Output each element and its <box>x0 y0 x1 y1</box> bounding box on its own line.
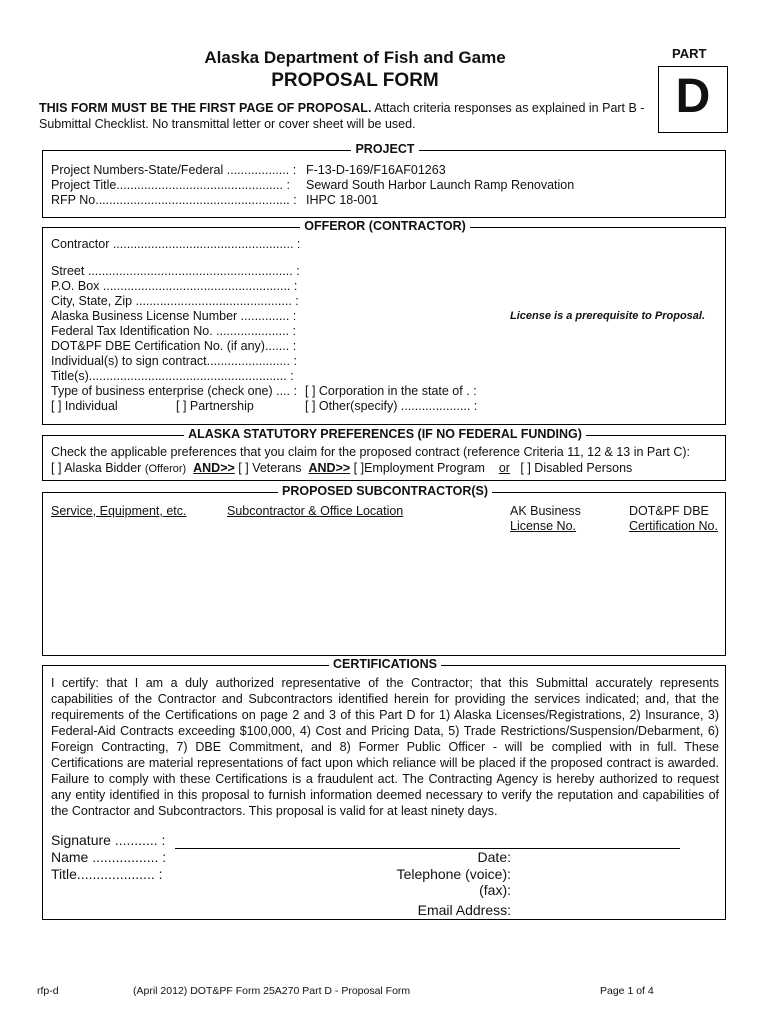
certification-statement: I certify: that I am a duly authorized representative of the Contractor; that this Submittal accurately represents capabilities of the Contractor and Subcontractors identified herein for providing the services indicated; and, that the requirements of the Certifications on page 2 and 3 of this Part D for 1) Alaska Licenses/Registrations, 2) Insurance, 3) Federal-Aid Contracts exceeding $100,000, 4) Cost and Pricing Data, 5) Trade Restrictions/Suspension/Debarment, 6) Foreign Contracting, 7) DBE Commitment, and 8) Former Public Officer - will be complied with in full. These Certifications are material representations of fact upon which reliance will be placed if the proposed contract is awarded. Failure to comply with these Certifications is a fraudulent act. The Contracting Agency is hereby authorized to request any entity identified in this proposal to furnish information deemed necessary to verify the reputation and capabilities of the Contractor and Subcontractors. This proposal is valid for at least ninety days. <box>51 676 719 818</box>
contractor-field[interactable]: Contractor .................................................... : <box>51 237 301 251</box>
project-title <box>0 142 770 156</box>
offeror-section-heading: OFFEROR (CONTRACTOR) <box>300 219 470 233</box>
other-checkbox[interactable]: [ ] Other(specify) .................... : <box>305 399 478 413</box>
name-label: Name ................. : <box>51 849 167 865</box>
col-subcontractor-location: Subcontractor & Office Location <box>227 504 404 518</box>
project-numbers-label: Project Numbers-State/Federal .................. : <box>51 163 297 177</box>
part-letter: D <box>675 70 711 123</box>
street-field[interactable]: Street ........................................................... : <box>51 264 300 278</box>
instruction-line-2: Submittal Checklist. No transmittal letter or cover sheet will be used. <box>39 117 416 131</box>
signers-field[interactable]: Individual(s) to sign contract........................ : <box>51 354 297 368</box>
certifications-title <box>0 657 770 671</box>
signature-line[interactable] <box>175 848 680 849</box>
titles-field[interactable]: Title(s)......................................................... : <box>51 369 294 383</box>
po-box-field[interactable]: P.O. Box ...................................................... : <box>51 279 298 293</box>
corporation-checkbox[interactable]: [ ] Corporation in the state of . : <box>305 384 477 398</box>
col-dbe-line2: Certification No. <box>629 519 718 533</box>
part-label: PART <box>672 46 707 61</box>
employment-program-checkbox[interactable]: [ ]Employment Program <box>353 461 485 475</box>
date-label: Date: <box>477 849 511 865</box>
title-label: Title.................... : <box>51 866 163 882</box>
project-title-value: Seward South Harbor Launch Ramp Renovation <box>306 178 575 192</box>
and-connector-2: AND>> <box>308 461 351 475</box>
footer-page-number: Page 1 of 4 <box>600 985 654 997</box>
or-connector: or <box>498 461 510 475</box>
certifications-section-heading: CERTIFICATIONS <box>329 657 441 671</box>
form-title: PROPOSAL FORM <box>271 70 439 91</box>
project-section-heading: PROJECT <box>351 142 418 156</box>
agency-title: Alaska Department of Fish and Game <box>204 48 506 67</box>
preferences-section-heading: ALASKA STATUTORY PREFERENCES (IF NO FEDERAL FUNDING) <box>184 427 586 441</box>
dbe-cert-field[interactable]: DOT&PF DBE Certification No. (if any)....... : <box>51 339 297 353</box>
project-numbers-value: F-13-D-169/F16AF01263 <box>306 163 446 177</box>
offeror-note: (Offeror) <box>144 463 187 475</box>
col-ak-business-line2: License No. <box>510 519 577 533</box>
city-state-zip-field[interactable]: City, State, Zip ............................................. : <box>51 294 299 308</box>
email-label: Email Address: <box>417 902 511 918</box>
telephone-label: Telephone (voice): <box>396 866 511 882</box>
preferences-options <box>51 461 632 475</box>
partnership-checkbox[interactable]: [ ] Partnership <box>176 399 254 413</box>
preferences-instruction: Check the applicable preferences that you claim for the proposed contract (reference Criteria 11, 12 & 13 in Part C): <box>51 445 690 459</box>
offeror-title <box>0 219 770 233</box>
business-license-field[interactable]: Alaska Business License Number .............. : <box>51 309 297 323</box>
preferences-title <box>0 427 770 441</box>
tax-id-field[interactable]: Federal Tax Identification No. ..................... : <box>51 324 297 338</box>
signature-label: Signature ........... : <box>51 832 166 848</box>
subcontractors-title <box>0 484 770 498</box>
col-service: Service, Equipment, etc. <box>51 504 187 518</box>
and-connector-1: AND>> <box>193 461 235 475</box>
instruction-rest: Attach criteria responses as explained in Part B - <box>371 101 645 115</box>
fax-label: (fax): <box>479 882 511 898</box>
alaska-bidder-checkbox[interactable]: [ ] Alaska Bidder <box>51 461 142 475</box>
col-ak-business-line1: AK Business <box>510 504 581 518</box>
individual-checkbox[interactable]: [ ] Individual <box>51 399 118 413</box>
subcontractors-section-heading: PROPOSED SUBCONTRACTOR(S) <box>278 484 492 498</box>
col-dbe-line1: DOT&PF DBE <box>629 504 709 518</box>
veterans-checkbox[interactable]: [ ] Veterans <box>238 461 302 475</box>
license-note: License is a prerequisite to Proposal. <box>510 310 706 322</box>
rfp-number-label: RFP No........................................................ : <box>51 193 297 207</box>
instruction-bold: THIS FORM MUST BE THE FIRST PAGE OF PROPOSAL. <box>39 101 372 115</box>
footer-form-id: rfp-d <box>37 985 59 997</box>
project-title-label: Project Title................................................ : <box>51 178 290 192</box>
part-letter-box <box>658 66 728 133</box>
footer-form-info: (April 2012) DOT&PF Form 25A270 Part D - Proposal Form <box>133 985 411 997</box>
instruction-line-1 <box>39 101 644 115</box>
business-type-label: Type of business enterprise (check one) .... : <box>51 384 297 398</box>
disabled-persons-checkbox[interactable]: [ ] Disabled Persons <box>520 461 633 475</box>
rfp-number-value: IHPC 18-001 <box>306 193 379 207</box>
